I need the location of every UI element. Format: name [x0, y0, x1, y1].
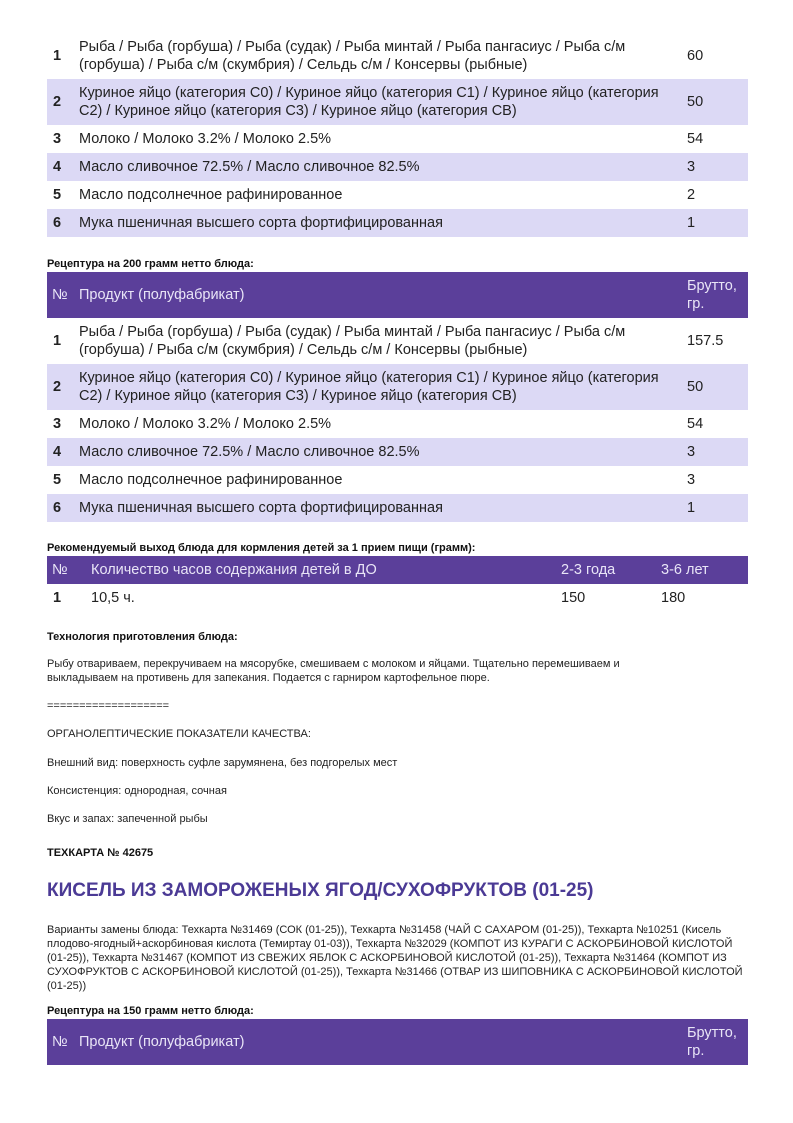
output-caption: Рекомендуемый выход блюда для кормления детей за 1 прием пищи (грамм): [47, 542, 476, 554]
output-table [47, 556, 748, 612]
table-row [47, 181, 748, 209]
hours-value: 10,5 ч. [91, 590, 135, 606]
header-age-3-6: 3-6 лет [656, 556, 748, 584]
dish-title: КИСЕЛЬ ИЗ ЗАМОРОЖЕНЫХ ЯГОД/СУХОФРУКТОВ (01-25) [47, 880, 594, 901]
table-row [47, 494, 748, 522]
product-name: Молоко / Молоко 3.2% / Молоко 2.5% [79, 416, 332, 432]
organoleptic-heading: ОРГАНОЛЕПТИЧЕСКИЕ ПОКАЗАТЕЛИ КАЧЕСТВА: [47, 728, 311, 740]
row-number: 4 [47, 438, 74, 466]
header-gross: Брутто, гр. [682, 1019, 748, 1065]
row-number: 1 [53, 590, 62, 606]
card-number: ТЕХКАРТА № 42675 [47, 847, 154, 859]
row-number: 6 [47, 209, 74, 237]
header-hours: Количество часов содержания детей в ДО [86, 556, 556, 584]
table-row [47, 153, 748, 181]
product-name: Масло сливочное 72.5% / Масло сливочное 82.5% [74, 153, 682, 181]
product-name: Рыба / Рыба (горбуша) / Рыба (судак) / Рыба минтай / Рыба пангасиус / Рыба с/м (горбуша) / Рыба с/м (скумбрия) / Сельдь с/м / Консервы (рыбные) [79, 324, 626, 358]
recipe-200-table [47, 272, 748, 522]
recipe-200-caption: Рецептура на 200 грамм нетто блюда: [47, 258, 254, 270]
taste-text: Вкус и запах: запеченной рыбы [47, 813, 208, 825]
table-header-row [47, 556, 748, 584]
table-row [47, 410, 748, 438]
row-number: 5 [53, 472, 62, 488]
table-row [47, 79, 748, 125]
gross-weight: 157.5 [687, 333, 724, 349]
table-row [47, 584, 748, 612]
table-row [47, 318, 748, 364]
product-name: Молоко / Молоко 3.2% / Молоко 2.5% [79, 131, 332, 147]
row-number: 4 [47, 153, 74, 181]
header-num: № [47, 272, 74, 318]
table-row [47, 33, 748, 79]
gross-weight: 2 [687, 187, 696, 203]
row-number: 1 [53, 48, 62, 64]
table-header-row [47, 1019, 748, 1065]
gross-weight: 1 [682, 494, 748, 522]
gross-weight: 1 [682, 209, 748, 237]
header-num: № [47, 556, 86, 584]
table-header-row [47, 272, 748, 318]
gross-weight: 60 [687, 48, 704, 64]
recipe-150-caption: Рецептура на 150 грамм нетто блюда: [47, 1005, 254, 1017]
table-row [47, 209, 748, 237]
consistency-text: Консистенция: однородная, сочная [47, 785, 227, 797]
table-row [47, 364, 748, 410]
header-age-2-3: 2-3 года [556, 556, 656, 584]
gross-weight: 50 [682, 364, 748, 410]
tech-heading: Технология приготовления блюда: [47, 631, 238, 643]
row-number: 2 [47, 364, 74, 410]
row-number: 2 [47, 79, 74, 125]
ingredients-table-continued [47, 33, 748, 237]
gross-weight: 3 [682, 438, 748, 466]
product-name: Куриное яйцо (категория С0) / Куриное яйцо (категория С1) / Куриное яйцо (категория С2) / Куриное яйцо (категория С3) / Куриное яйцо (категория СВ) [74, 79, 682, 125]
gross-weight: 3 [687, 472, 696, 488]
gross-weight: 3 [682, 153, 748, 181]
age-2-3-value: 150 [561, 590, 586, 606]
product-name: Масло сливочное 72.5% / Масло сливочное 82.5% [74, 438, 682, 466]
row-number: 5 [53, 187, 62, 203]
table-row [47, 466, 748, 494]
header-product: Продукт (полуфабрикат) [74, 272, 682, 318]
header-gross: Брутто, гр. [682, 272, 748, 318]
row-number: 3 [53, 416, 62, 432]
product-name: Мука пшеничная высшего сорта фортифицированная [74, 494, 682, 522]
product-name: Куриное яйцо (категория С0) / Куриное яйцо (категория С1) / Куриное яйцо (категория С2) / Куриное яйцо (категория С3) / Куриное яйцо (категория СВ) [74, 364, 682, 410]
product-name: Масло подсолнечное рафинированное [79, 472, 343, 488]
tech-text: Рыбу отвариваем, перекручиваем на мясорубке, смешиваем с молоком и яйцами. Тщательно перемешиваем и выкладываем на противень для запекания. Подается с гарниром картофельное пюре. [47, 658, 620, 684]
appearance-text: Внешний вид: поверхность суфле зарумянена, без подгорелых мест [47, 757, 398, 769]
product-name: Масло подсолнечное рафинированное [79, 187, 343, 203]
product-name: Мука пшеничная высшего сорта фортифицированная [74, 209, 682, 237]
table-row [47, 125, 748, 153]
row-number: 1 [53, 333, 62, 349]
age-3-6-value: 180 [661, 590, 686, 606]
product-name: Рыба / Рыба (горбуша) / Рыба (судак) / Рыба минтай / Рыба пангасиус / Рыба с/м (горбуша) / Рыба с/м (скумбрия) / Сельдь с/м / Консервы (рыбные) [79, 39, 626, 73]
row-number: 6 [47, 494, 74, 522]
gross-weight: 54 [687, 131, 704, 147]
gross-weight: 50 [682, 79, 748, 125]
replacement-variants: Варианты замены блюда: Техкарта №31469 (СОК (01-25)), Техкарта №31458 (ЧАЙ С САХАРОМ (01-25)), Техкарта №10251 (Кисель плодово-ягодный+аскорбиновая кислота (Темиртау 01-03)), Техкарта №32029 (КОМПОТ ИЗ КУРАГИ С АСКОРБИНОВОЙ КИСЛОТОЙ (01-25)), Техкарта №31467 (КОМПОТ ИЗ СВЕЖИХ ЯБЛОК С АСКОРБИНОВОЙ КИСЛОТОЙ (01-25)), Техкарта №31464 (КОМПОТ ИЗ СУХОФРУКТОВ С АСКОРБИНОВОЙ КИСЛОТОЙ (01-25)), Техкарта №31466 (ОТВАР ИЗ ШИПОВНИКА С АСКОРБИНОВОЙ КИСЛОТОЙ (01-25)) [47, 924, 743, 992]
separator: =================== [47, 700, 170, 712]
gross-weight: 54 [687, 416, 704, 432]
recipe-150-table [47, 1019, 748, 1065]
header-num: № [47, 1019, 74, 1065]
row-number: 3 [53, 131, 62, 147]
table-row [47, 438, 748, 466]
header-product: Продукт (полуфабрикат) [74, 1019, 682, 1065]
